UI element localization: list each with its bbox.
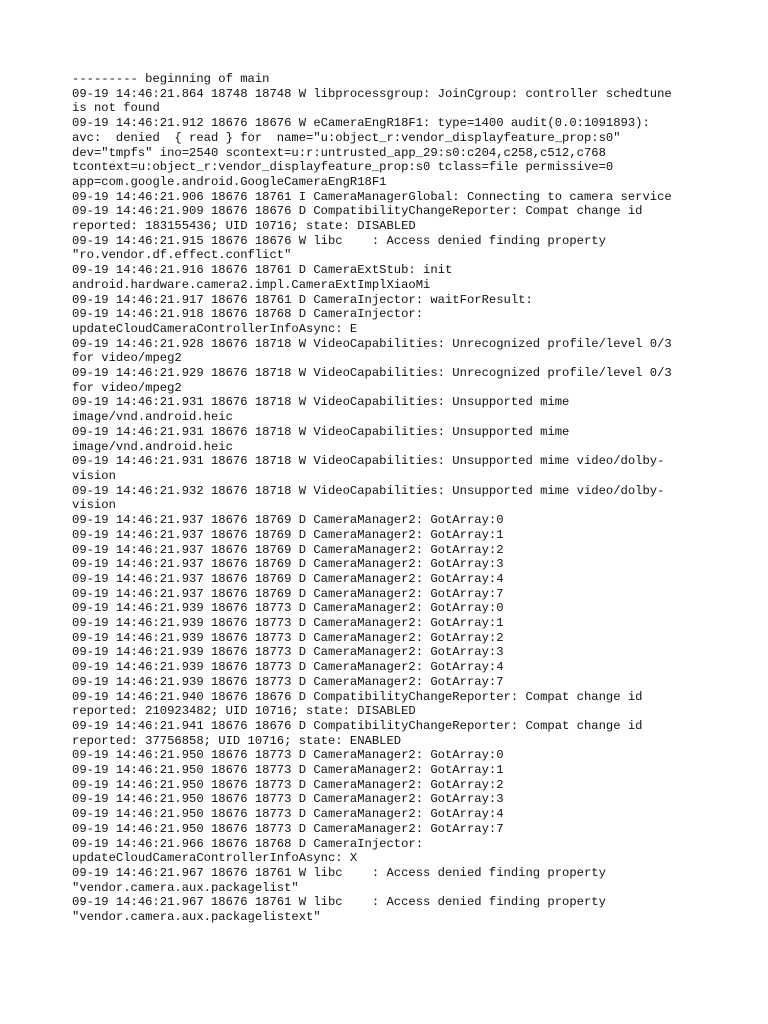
log-line: 09-19 14:46:21.937 18676 18769 D CameraManager2: GotArray:1 xyxy=(72,527,504,542)
log-line: 09-19 14:46:21.929 18676 18718 W VideoCapabilities: Unrecognized profile/level 0/3 for video/mpeg2 xyxy=(72,366,672,395)
log-line: 09-19 14:46:21.937 18676 18769 D CameraManager2: GotArray:7 xyxy=(72,586,504,601)
log-line: 09-19 14:46:21.939 18676 18773 D CameraManager2: GotArray:3 xyxy=(72,645,504,660)
log-line: 09-19 14:46:21.967 18676 18761 W libc : Access denied finding property "vendor.camera.aux.packagelistext" xyxy=(72,895,606,925)
log-line: 09-19 14:46:21.937 18676 18769 D CameraManager2: GotArray:4 xyxy=(72,571,504,586)
log-page xyxy=(72,72,702,925)
log-line: 09-19 14:46:21.940 18676 18676 D CompatibilityChangeReporter: Compat change id reported: 210923482; UID 10716; state: DISABLED xyxy=(72,689,643,719)
log-line: 09-19 14:46:21.937 18676 18769 D CameraManager2: GotArray:3 xyxy=(72,557,504,572)
log-line: 09-19 14:46:21.941 18676 18676 D CompatibilityChangeReporter: Compat change id reported: 37756858; UID 10716; state: ENABLED xyxy=(72,718,643,748)
log-line: 09-19 14:46:21.939 18676 18773 D CameraManager2: GotArray:7 xyxy=(72,674,504,689)
log-line: 09-19 14:46:21.939 18676 18773 D CameraManager2: GotArray:4 xyxy=(72,660,504,675)
log-line: 09-19 14:46:21.967 18676 18761 W libc : Access denied finding property "vendor.camera.aux.packagelist" xyxy=(72,865,606,895)
log-line: 09-19 14:46:21.939 18676 18773 D CameraManager2: GotArray:2 xyxy=(72,630,504,645)
log-line: 09-19 14:46:21.939 18676 18773 D CameraManager2: GotArray:1 xyxy=(72,616,504,631)
log-line: 09-19 14:46:21.918 18676 18768 D CameraInjector: updateCloudCameraControllerInfoAsync: E xyxy=(72,307,424,336)
log-line: 09-19 14:46:21.931 18676 18718 W VideoCapabilities: Unsupported mime video/dolby- vision xyxy=(72,454,665,483)
log-line: 09-19 14:46:21.937 18676 18769 D CameraManager2: GotArray:0 xyxy=(72,513,504,528)
log-line: 09-19 14:46:21.928 18676 18718 W VideoCapabilities: Unrecognized profile/level 0/3 for video/mpeg2 xyxy=(72,336,672,366)
log-line: 09-19 14:46:21.950 18676 18773 D CameraManager2: GotArray:3 xyxy=(72,792,504,807)
log-line: 09-19 14:46:21.909 18676 18676 D CompatibilityChangeReporter: Compat change id reported: 183155436; UID 10716; state: DISABLED xyxy=(72,204,643,234)
log-line: 09-19 14:46:21.906 18676 18761 I CameraManagerGlobal: Connecting to camera service xyxy=(72,189,672,204)
log-line: 09-19 14:46:21.864 18748 18748 W libprocessgroup: JoinCgroup: controller schedtune is not found xyxy=(72,86,672,116)
log-line: 09-19 14:46:21.950 18676 18773 D CameraManager2: GotArray:2 xyxy=(72,777,504,792)
log-line: 09-19 14:46:21.916 18676 18761 D CameraExtStub: init android.hardware.camera2.impl.CameraExtImplXiaoMi xyxy=(72,263,453,292)
log-line: 09-19 14:46:21.939 18676 18773 D CameraManager2: GotArray:0 xyxy=(72,601,504,616)
log-line: 09-19 14:46:21.950 18676 18773 D CameraManager2: GotArray:4 xyxy=(72,807,504,822)
log-line: 09-19 14:46:21.966 18676 18768 D CameraInjector: updateCloudCameraControllerInfoAsync: X xyxy=(72,836,424,866)
log-line: 09-19 14:46:21.950 18676 18773 D CameraManager2: GotArray:7 xyxy=(72,821,504,836)
log-line: 09-19 14:46:21.932 18676 18718 W VideoCapabilities: Unsupported mime video/dolby- vision xyxy=(72,483,665,513)
log-line: 09-19 14:46:21.931 18676 18718 W VideoCapabilities: Unsupported mime image/vnd.android.heic xyxy=(72,395,570,425)
log-line: 09-19 14:46:21.917 18676 18761 D CameraInjector: waitForResult: xyxy=(72,292,533,307)
log-line: 09-19 14:46:21.950 18676 18773 D CameraManager2: GotArray:1 xyxy=(72,763,504,778)
log-line: 09-19 14:46:21.915 18676 18676 W libc : Access denied finding property "ro.vendor.df.effect.conflict" xyxy=(72,233,606,263)
log-line: 09-19 14:46:21.950 18676 18773 D CameraManager2: GotArray:0 xyxy=(72,748,504,763)
log-line: --------- beginning of main xyxy=(72,72,270,86)
log-line: 09-19 14:46:21.931 18676 18718 W VideoCapabilities: Unsupported mime image/vnd.android.heic xyxy=(72,424,570,454)
log-line: 09-19 14:46:21.937 18676 18769 D CameraManager2: GotArray:2 xyxy=(72,542,504,557)
log-line: 09-19 14:46:21.912 18676 18676 W eCameraEngR18F1: type=1400 audit(0.0:1091893): avc: denied { read } for name="u:object_r:vendor_displayfeature_prop:s0" dev="tmpfs" ino=2540 scontext=u:r:untrusted_app_29:s0:c204,c258,c512,c768 tcontext=u:object_r:vendor_displayfeature_prop:s0 tclass=file permissive=0 app=com.google.android.GoogleCameraEngR18F1 xyxy=(72,116,650,189)
